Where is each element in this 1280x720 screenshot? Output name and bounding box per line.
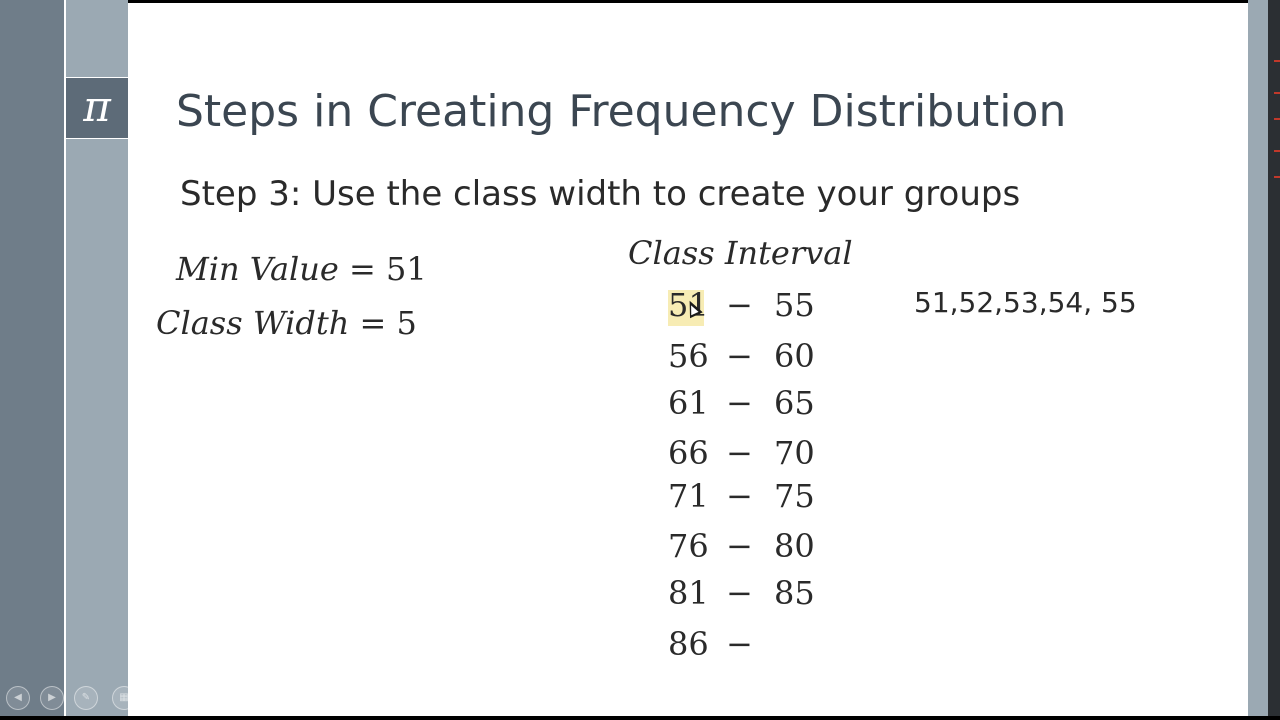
interval-low: 56 [668, 337, 709, 375]
right-edge-strip [1268, 0, 1280, 720]
min-value-number: 51 [385, 250, 427, 288]
interval-low: 61 [668, 384, 709, 422]
interval-dash: − [726, 286, 753, 324]
interval-dash: − [726, 574, 753, 612]
interval-dash: − [726, 477, 753, 515]
interval-low: 86 [668, 625, 709, 663]
interval-high: 70 [774, 434, 815, 472]
top-edge [128, 0, 1248, 3]
class-width-number: 5 [396, 304, 417, 342]
interval-low: 76 [668, 527, 709, 565]
interval-low: 51 [668, 286, 709, 324]
interval-high: 75 [774, 477, 815, 515]
step-subtitle: Step 3: Use the class width to create your groups [180, 174, 1021, 214]
min-value-equation [176, 250, 427, 288]
pi-logo: π [66, 77, 128, 139]
first-interval-values: 51,52,53,54, 55 [914, 286, 1137, 319]
next-slide-button[interactable]: ▶ [40, 686, 64, 710]
right-accent-band [1248, 0, 1268, 720]
interval-dash: − [726, 384, 753, 422]
interval-dash: − [726, 434, 753, 472]
more-options-button[interactable]: ⋯ [184, 686, 208, 710]
interval-low: 66 [668, 434, 709, 472]
interval-high: 65 [774, 384, 815, 422]
class-width-label: Class Width [156, 304, 350, 342]
previous-slide-button[interactable]: ◀ [6, 686, 30, 710]
min-value-equals: = [348, 250, 376, 288]
class-width-equals: = [359, 304, 387, 342]
class-width-equation [156, 304, 417, 342]
interval-dash: − [726, 625, 753, 663]
zoom-button[interactable]: ⚲ [146, 686, 170, 710]
interval-low: 81 [668, 574, 709, 612]
min-value-label: Min Value [176, 250, 339, 288]
interval-high: 80 [774, 527, 815, 565]
bottom-edge [0, 716, 1280, 720]
slide-title: Steps in Creating Frequency Distribution [176, 86, 1067, 137]
interval-dash: − [726, 337, 753, 375]
interval-high: 85 [774, 574, 815, 612]
interval-high: 55 [774, 286, 815, 324]
pen-tool-button[interactable]: ✎ [74, 686, 98, 710]
interval-dash: − [726, 527, 753, 565]
class-interval-header: Class Interval [628, 234, 853, 272]
interval-low: 71 [668, 477, 709, 515]
interval-high: 60 [774, 337, 815, 375]
slide-grid-button[interactable]: ▦ [112, 686, 136, 710]
left-decor-band [0, 0, 64, 720]
